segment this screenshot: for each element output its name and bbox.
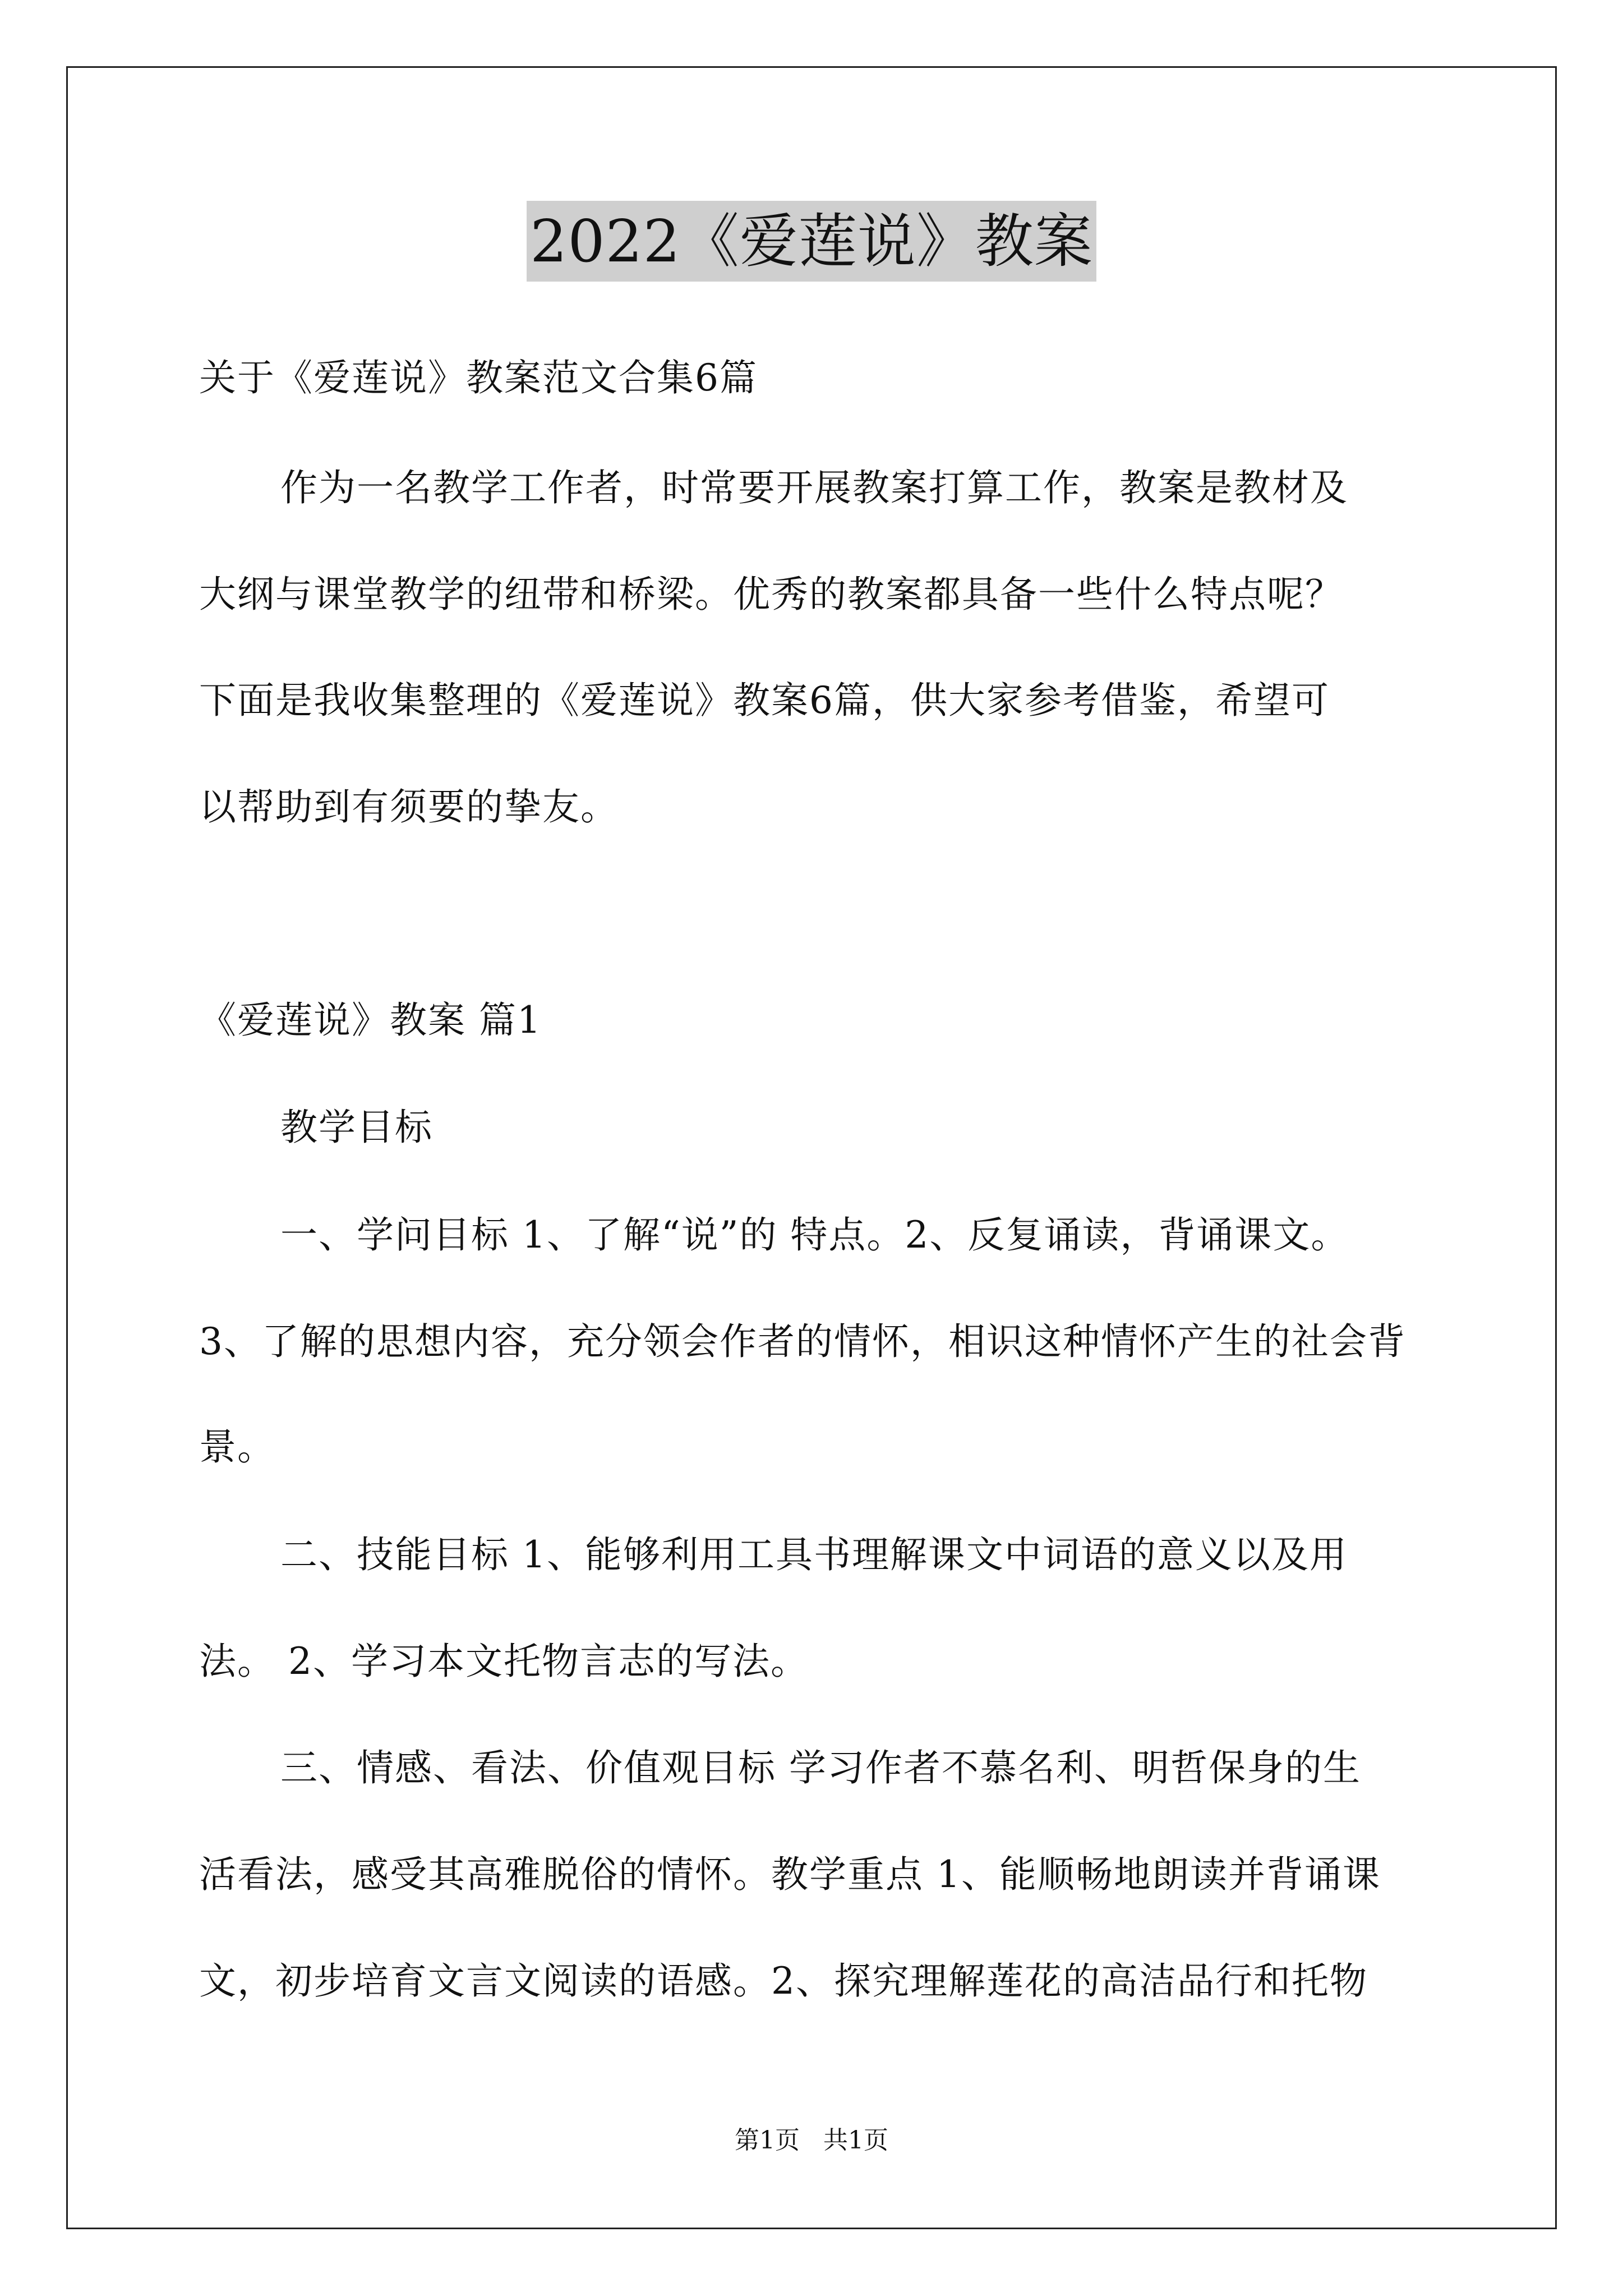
body-line-6: 三、情感、看法、价值观目标 学习作者不慕名利、明哲保身的生 [280,1746,1361,1789]
intro-line-1: 作为一名教学工作者，时常要开展教案打算工作，教案是教材及 [280,466,1348,509]
body-line-7: 活看法，感受其高雅脱俗的情怀。教学重点 1、能顺畅地朗读并背诵课 [199,1853,1381,1896]
body-line-2: 3、了解的思想内容，充分领会作者的情怀，相识这种情怀产生的社会背 [199,1320,1406,1363]
body-line-4: 二、技能目标 1、能够利用工具书理解课文中词语的意义以及用 [280,1533,1348,1576]
subtitle: 关于《爱莲说》教案范文合集6篇 [199,356,758,399]
goal-heading: 教学目标 [280,1106,433,1149]
body-line-8: 文，初步培育文言文阅读的语感。2、探究理解莲花的高洁品行和托物 [199,1959,1368,2003]
title-container [0,201,1623,282]
body-line-5: 法。 2、学习本文托物言志的写法。 [199,1640,809,1683]
intro-line-2: 大纲与课堂教学的纽带和桥梁。优秀的教案都具备一些什么特点呢？ [199,573,1343,616]
intro-line-4: 以帮助到有须要的挚友。 [199,785,619,829]
section-heading: 《爱莲说》教案 篇1 [199,999,542,1042]
intro-line-3: 下面是我收集整理的《爱莲说》教案6篇，供大家参考借鉴，希望可 [199,679,1330,722]
body-line-3: 景。 [199,1425,275,1469]
body-line-1: 一、学问目标 1、了解“说”的 特点。2、反复诵读，背诵课文。 [280,1213,1349,1257]
page-footer: 第1页 共1页 [735,2126,888,2155]
document-title: 2022《爱莲说》教案 [527,201,1096,282]
